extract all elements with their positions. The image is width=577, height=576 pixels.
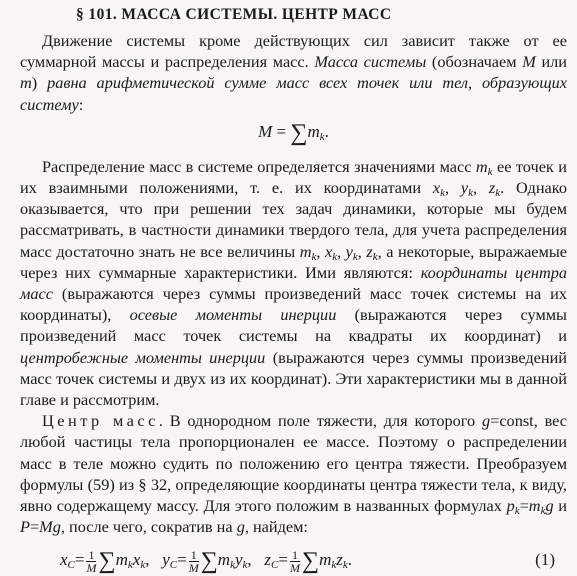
subscript-k: k [487,165,493,178]
subscript-k: k [331,559,337,572]
symbol-m: m [475,156,488,176]
denominator: M [289,561,300,576]
symbol-y: y [460,178,469,198]
symbol-x: x [60,550,68,570]
text: , найдем: [244,517,308,537]
symbol-m: m [528,496,541,516]
symbol-Mg: Mg [39,517,61,537]
section-heading: § 101. МАССА СИСТЕМЫ. ЦЕНТР МАСС [76,6,392,23]
subscript-k: k [342,559,348,572]
punctuation: , [247,550,252,570]
separator: , [473,178,489,198]
symbol-y: y [162,550,170,570]
term-center-of-mass-coordinates: координаты центра масс [20,262,567,304]
symbol-z: z [488,178,496,198]
formula-center-of-mass [20,545,567,576]
symbol-x: x [324,241,333,261]
equals-sign: = [177,550,187,570]
fraction-one-over-M [189,549,199,574]
subscript-k: k [495,187,501,200]
denominator: M [188,561,199,576]
symbol-p: p [506,496,515,516]
subscript-C: C [169,559,178,572]
paragraph-mass-of-system [20,30,567,115]
formula-total-mass [20,118,567,147]
separator: , [444,178,461,198]
text: или [535,52,567,72]
sum-symbol: ∑ [290,119,308,146]
equals-sign: = [519,496,529,516]
sum-symbol: ∑ [200,548,218,575]
text: , а некоторые, выражаемые через них суммарные характеристики. Ими являются: [20,241,568,282]
symbol-M: M [522,52,536,72]
term-mass-of-system: Масса системы [314,52,427,72]
subscript-k: k [127,559,133,572]
symbol-z: z [336,550,343,570]
symbol-M: M [258,121,273,141]
subscript-k: k [468,187,473,200]
definition-text: равна арифметической сумме масс всех точек или тел, образующих систему [20,73,567,114]
text: Движение системы кроме действующих сил зависит также от ее суммарной массы и распределения масс. [20,31,567,72]
equals-sign: = [29,517,40,537]
text: и [553,496,567,516]
symbol-x: x [132,550,141,570]
text: (выражаются через суммы произведений масс точек системы на их координаты), [20,284,567,325]
text: Распределение масс в системе определяется значениями масс [42,156,476,176]
punctuation: . [324,121,329,141]
symbol-m: m [307,121,320,141]
sum-symbol: ∑ [98,548,116,575]
symbol-g: g [545,496,554,516]
subscript-k: k [514,505,520,518]
subscript-k: k [332,250,338,263]
symbol-m: m [217,550,231,570]
symbol-m: m [299,241,312,261]
subscript-k: k [311,250,317,263]
fraction-one-over-M [86,549,96,574]
equation-number: (1) [535,550,555,570]
subscript-C: C [67,559,75,572]
separator: , [337,241,346,261]
symbol-g: g [482,411,491,431]
term-axial-moments-of-inertia: осевые моменты инерции [129,305,337,325]
subscript-k: k [230,559,235,572]
text: . В однородном поле тяжести, для которого [158,411,482,431]
text: . Однако оказывается, что при решении тех задач динамики, которые мы будем рассматривать, в частности динамики твердого тела, для учета распределения масс достаточно знать не все величины [20,178,568,261]
symbol-g: g [236,517,245,537]
denominator: M [86,561,97,576]
subscript-k: k [440,187,445,200]
symbol-y: y [345,241,353,261]
text: : [78,94,84,114]
text: ее точек и их взаимными положениями, т. е. их координатами [20,156,567,198]
punctuation: , [145,550,150,570]
subscript-k: k [352,250,358,263]
text: ) [31,73,48,93]
run-in-heading: Центр масс [42,411,159,431]
term-centrifugal-moments-of-inertia: центробежные моменты инерции [20,347,266,367]
symbol-x: x [432,178,441,198]
text: =const, вес любой частицы тела пропорционален ее массе. Поэтому о распределении масс в теле можно судить по положению его центра тяжести. Преобразуем формулы (59) из § 32, определяющие координаты центра тяжести тела, к виду, явно содержащему массу. Для этого положим в названных формулах [20,411,568,516]
symbol-m: m [115,550,128,570]
subscript-k: k [540,505,546,518]
separator: , [316,241,325,261]
numerator: 1 [190,548,197,563]
subscript-k: k [140,559,146,572]
text: (обозначаем [426,52,523,72]
symbol-m: m [319,550,332,570]
equals-sign: = [276,121,287,141]
text: (выражаются через суммы произведений масс точек системы и двух из их координат). Эти характеристики мы в данной главе и рассмотрим. [20,347,568,410]
subscript-C: C [271,559,279,572]
punctuation: . [347,550,353,570]
symbol-z: z [366,241,373,261]
paragraph-mass-distribution [20,156,567,410]
equals-sign: = [74,550,85,570]
separator: , [357,241,367,261]
symbol-z: z [264,550,272,570]
paragraph-center-of-mass [20,410,567,537]
fraction-one-over-M [290,549,300,574]
symbol-P: P [20,517,30,537]
subscript-k: k [242,559,248,572]
symbol-m: m [20,73,32,93]
text: , после чего, сократив на [60,517,237,537]
subscript-k: k [372,250,378,263]
numerator: 1 [88,548,95,563]
subscript-k: k [319,130,325,143]
equals-sign: = [278,550,288,570]
symbol-y: y [234,550,243,570]
text: (выражаются через суммы произведений масс точек системы на квадраты их координат) и [20,305,567,346]
sum-symbol: ∑ [301,548,320,575]
numerator: 1 [291,548,298,563]
